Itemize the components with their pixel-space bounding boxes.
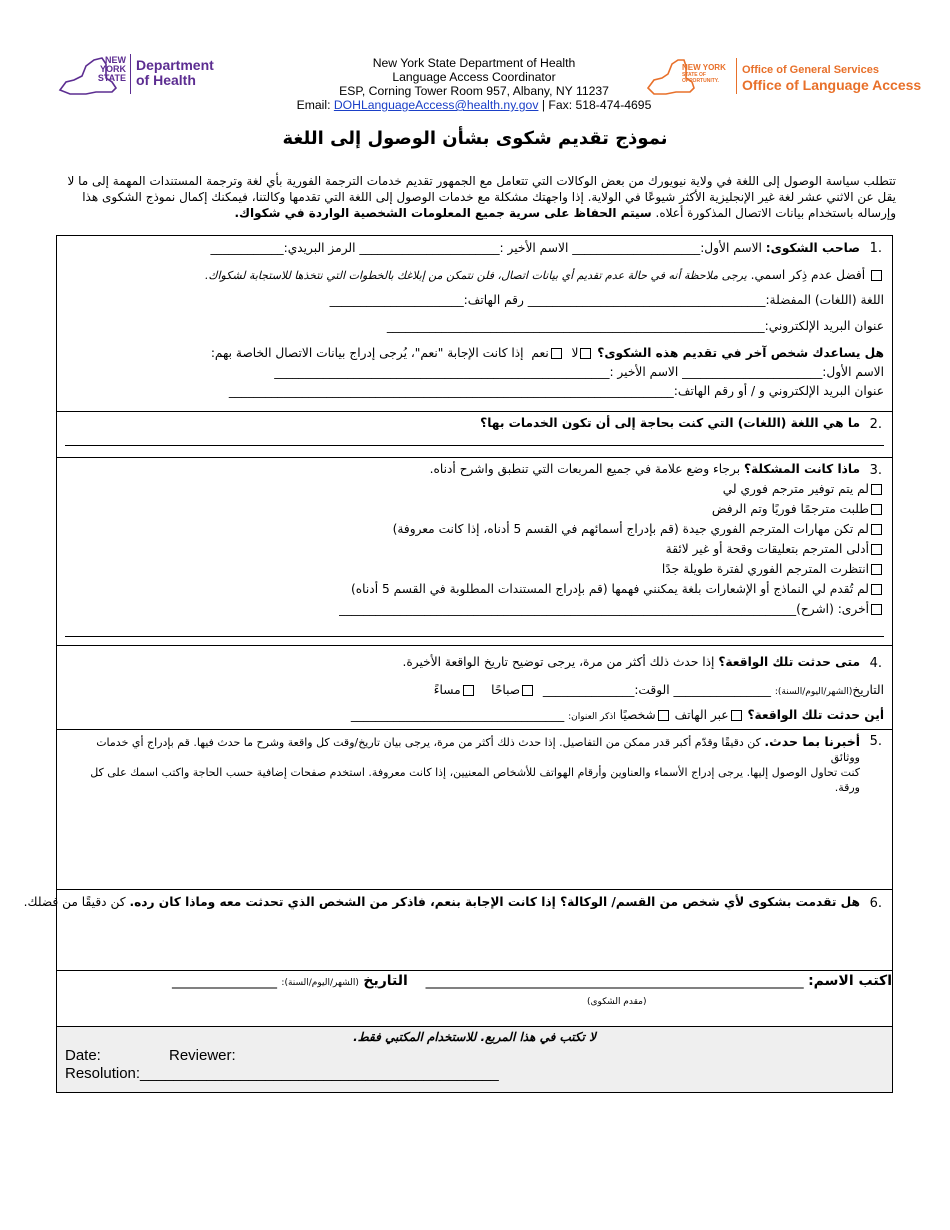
problem-answer-line[interactable] [65, 636, 884, 637]
details-heading: أخبرنا بما حدث. [764, 734, 860, 749]
section-2-language [56, 411, 893, 458]
time-field[interactable]: _______________ [542, 683, 635, 697]
am-label: صباحًا [491, 683, 521, 697]
language-question: ما هي اللغة (اللغات) التي كنت بحاجة إلى أن تكون الخدمات بها؟ [480, 416, 860, 430]
option-label: طلبت مترجمًا فوريًا وتم الرفض [711, 502, 869, 516]
option-label: انتظرت المترجم الفوري لفترة طويلة جدًا [661, 562, 869, 576]
section-number: 4. [869, 656, 882, 671]
zip-label: الرمز البريدي: [283, 241, 356, 255]
helper-contact-label: عنوان البريد الإلكتروني و / أو رقم الهاتف: [673, 384, 884, 398]
section-number: 3. [869, 463, 882, 478]
email-link[interactable]: DOHLanguageAccess@health.ny.gov [333, 98, 539, 112]
helper-question-row [211, 346, 884, 360]
helper-last-field[interactable]: _______________________________________________________ [274, 365, 610, 379]
details-line-2: كنت تحاول الوصول إليها. يرجى إدراج الأسماء والعناوين وأرقام الهواتف للأشخاص المعنيين، إذا كانت معروفة. استخدم صفحات إضافية حسب الحاجة واكتب اسمك على كل [90, 766, 860, 779]
helper-question: هل يساعدك شخص آخر في تقديم هذه الشكوى؟ [597, 346, 884, 360]
nys-department-of-health-logo [56, 52, 226, 100]
section-1-complainant [56, 235, 893, 412]
contact-line [268, 98, 680, 112]
phone-label: رقم الهاتف: [463, 293, 524, 307]
address-label: اذكر العنوان: [568, 712, 616, 722]
signature-date-label: التاريخ [363, 973, 408, 989]
details-line-1: كن دقيقًا وقدّم أكبر قدر ممكن من التفاصيل. إذا حدث ذلك أكثر من مرة، يرجى بيان تاريخ/وقت كل واقعة وشرح ما حدث فيها. قم بإدراج أي خدمات ووثائق [96, 736, 860, 764]
email-row [387, 319, 884, 333]
logo-text-york: YORK [99, 64, 126, 74]
office-reviewer-label: Reviewer: [169, 1047, 236, 1064]
helper-first-label: الاسم الأول: [822, 365, 884, 379]
intro-line-2: يقل عن الاثني عشر لغة غير الإنجليزية الأكثر شيوعًا في الولاية. إذا واجهتك مشكلة مع خدمات الوصول إلى اللغة التي تقدمها وكالتنا، فيمكنك إكمال نموذج الشكوى هذا [82, 190, 896, 204]
problem-option-1[interactable] [723, 482, 884, 496]
section-3-problem [56, 457, 893, 646]
logo-text-state: STATE [97, 73, 126, 83]
signature-date-format: (الشهر/اليوم/السنة): [281, 978, 359, 988]
when-instructions: إذا حدث ذلك أكثر من مرة، يرجى توضيح تاريخ الواقعة الأخيرة. [402, 655, 715, 669]
anonymous-label: أفضل عدم ذِكر اسمي. [750, 268, 866, 282]
problem-option-2[interactable] [712, 502, 884, 516]
section-4-when [56, 645, 893, 730]
address-line-2: Language Access Coordinator [392, 70, 556, 84]
other-field[interactable]: ___________________________________________________________________________ [339, 602, 797, 616]
in-person-checkbox[interactable] [658, 710, 669, 721]
page-title: نموذج تقديم شكوى بشأن الوصول إلى اللغة [282, 128, 668, 149]
problem-heading-row [430, 462, 860, 476]
print-name-label: اكتب الاسم: [808, 973, 892, 989]
date-format: (الشهر/اليوم/السنة): [774, 687, 853, 697]
language-phone-row [330, 293, 884, 307]
prior-complaint-question: هل تقدمت بشكوى لأي شخص من القسم/ الوكالة؟ إذا كانت الإجابة بنعم، فاذكر من الشخص الذي تحدثت معه وماذا كان رده. [129, 895, 860, 909]
option-checkbox[interactable] [871, 564, 882, 575]
logo-text-state-of: STATE OF [682, 72, 706, 78]
logo-department: Department [136, 57, 214, 73]
office-use-box [56, 1026, 893, 1093]
fax-text: | Fax: 518-474-4695 [538, 98, 652, 112]
helper-no-label: لا [571, 346, 579, 360]
last-name-label: الاسم الأخير : [499, 241, 569, 255]
complainant-caption: (مقدم الشكوى) [587, 997, 647, 1007]
phone-field[interactable]: ______________________ [329, 293, 464, 307]
problem-option-3[interactable] [393, 522, 884, 536]
in-person-label: شخصيًا [619, 708, 656, 722]
email-label: عنوان البريد الإلكتروني: [764, 319, 884, 333]
helper-yes-checkbox[interactable] [551, 348, 562, 359]
anonymous-checkbox[interactable] [871, 270, 882, 281]
prior-complaint-note: كن دقيقًا من فضلك. [23, 895, 126, 909]
details-text-area[interactable] [65, 786, 884, 883]
address-line-1: New York State Department of Health [372, 56, 576, 70]
office-resolution-label: Resolution:___________________________________________ [65, 1065, 499, 1082]
option-label: أخرى: (اشرح) [796, 602, 869, 616]
problem-option-5[interactable] [662, 562, 884, 576]
intro-line-1: تتطلب سياسة الوصول إلى اللغة في ولاية نيويورك من بعض الوكالات التي تتعامل مع الجمهور تقديم خدمات الترجمة الفورية بأي لغة وترجمة المستندات المهمة إلى ما لا [67, 174, 896, 188]
email-label: Email: [296, 98, 334, 112]
anonymous-row [205, 268, 884, 282]
option-checkbox[interactable] [871, 544, 882, 555]
option-checkbox[interactable] [871, 524, 882, 535]
time-label: الوقت: [634, 683, 670, 697]
am-checkbox[interactable] [522, 685, 533, 696]
section-number: 6. [869, 896, 882, 911]
anonymous-note: يرجى ملاحظة أنه في حالة عدم تقديم أي بيانات اتصال، فلن نتمكن من إبلاغك بالخطوات التي نتخذها للاستجابة لشكواك. [204, 269, 747, 282]
logo-ogs: Office of General Services [742, 64, 879, 76]
option-label: لم يتم توفير مترجم فوري لي [722, 482, 869, 496]
preferred-language-label: اللغة (اللغات) المفضلة: [765, 293, 884, 307]
complainant-name-row: صاحب الشكوى: الاسم الأول:_____________________ الاسم الأخير :_______________________ الرمز البريدي:____________ [210, 241, 860, 255]
print-name-field[interactable]: ______________________________________________________ [425, 973, 804, 989]
option-label: لم تُقدم لي النماذج أو الإشعارات بلغة يمكنني فهمها (قم بإدراج المستندات المطلوبة في القسم 5 أدناه) [351, 582, 869, 596]
option-checkbox[interactable] [871, 604, 882, 615]
date-label: التاريخ [852, 683, 884, 697]
helper-name-row [274, 365, 884, 379]
office-of-language-access-logo [646, 56, 926, 100]
intro-paragraph [56, 173, 896, 221]
by-phone-label: عبر الهاتف [674, 708, 729, 722]
option-checkbox[interactable] [871, 484, 882, 495]
problem-option-other[interactable] [339, 602, 884, 616]
section-number: 1. [869, 241, 882, 256]
section-number: 2. [869, 417, 882, 432]
logo-text-opportunity: OPPORTUNITY. [682, 78, 719, 84]
complainant-heading: صاحب الشكوى: [765, 241, 860, 255]
header-address [268, 56, 680, 112]
helper-last-label: الاسم الأخير : [609, 365, 679, 379]
helper-first-field[interactable]: _______________________ [682, 365, 823, 379]
helper-yes-label: نعم [531, 346, 549, 360]
problem-option-4[interactable] [666, 542, 884, 556]
office-date-label: Date: [65, 1047, 101, 1064]
address-field[interactable]: ___________________________________ [350, 708, 565, 722]
logo-text-new-york: NEW YORK [682, 63, 726, 72]
signature-row [172, 973, 892, 989]
date-field[interactable]: ________________ [673, 683, 771, 697]
prior-complaint-text-area[interactable] [65, 920, 884, 964]
option-checkbox[interactable] [871, 504, 882, 515]
address-line-3: ESP, Corning Tower Room 957, Albany, NY 11237 [339, 84, 609, 98]
problem-instructions: برجاء وضع علامة في جميع المربعات التي تنطبق واشرح أدناه. [429, 462, 741, 476]
prior-complaint-row [24, 895, 860, 909]
details-line-3: ورقة. [834, 781, 860, 794]
first-name-label: الاسم الأول: [700, 241, 762, 255]
option-checkbox[interactable] [871, 584, 882, 595]
problem-heading: ماذا كانت المشكلة؟ [743, 462, 860, 476]
email-field[interactable]: ______________________________________________________________ [386, 319, 765, 333]
intro-line-3-plain: وإرساله باستخدام بيانات الاتصال المذكورة أعلاه. [651, 206, 896, 220]
language-answer-line[interactable] [65, 445, 884, 446]
pm-label: مساءً [433, 683, 461, 697]
when-heading: متى حدثت تلك الواقعة؟ [718, 655, 860, 669]
where-row [351, 708, 884, 722]
helper-contact-row [229, 384, 884, 398]
office-use-note: لا تكتب في هذا المربع. للاستخدام المكتبي فقط. [353, 1030, 596, 1044]
option-label: لم تكن مهارات المترجم الفوري جيدة (قم بإدراج أسمائهم في القسم 5 أدناه، إذا كانت معروفة) [392, 522, 869, 536]
section-6-prior-complaint [23, 889, 893, 971]
intro-line-3-bold: سيتم الحفاظ على سرية جميع المعلومات الشخصية الواردة في شكواك. [234, 206, 652, 220]
helper-no-checkbox[interactable] [580, 348, 591, 359]
date-time-row [434, 683, 884, 697]
section-number: 5. [869, 734, 882, 749]
logo-ola: Office of Language Access [742, 77, 922, 93]
pm-checkbox[interactable] [463, 685, 474, 696]
intro-line-3 [56, 205, 896, 221]
where-heading: أين حدثت تلك الواقعة؟ [747, 708, 884, 722]
problem-option-6[interactable] [351, 582, 884, 596]
helper-contact-field[interactable]: _________________________________________________________________________ [228, 384, 674, 398]
when-heading-row [403, 655, 860, 669]
by-phone-checkbox[interactable] [731, 710, 742, 721]
option-label: أدلى المترجم بتعليقات وقحة أو غير لائقة [665, 542, 869, 556]
logo-text-new: NEW [105, 55, 126, 65]
signature-date-field[interactable]: _______________ [171, 973, 277, 989]
preferred-language-field[interactable]: _______________________________________ [527, 293, 766, 307]
logo-of-health: of Health [136, 72, 196, 88]
section-5-details [56, 729, 893, 890]
signature-section [56, 970, 893, 1027]
helper-note: إذا كانت الإجابة "نعم"، يُرجى إدراج بيانات الاتصال الخاصة بهم: [210, 346, 524, 360]
